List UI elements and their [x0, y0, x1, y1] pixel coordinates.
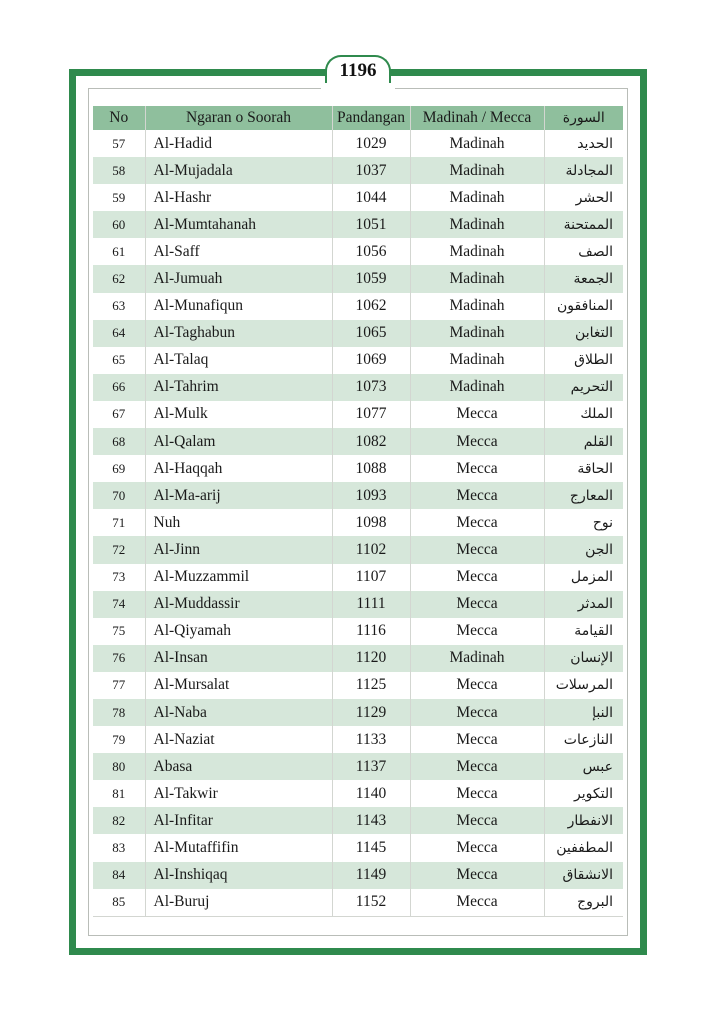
cell-soorah-name: Al-Jinn — [145, 536, 332, 563]
cell-number: 80 — [93, 753, 145, 780]
cell-arabic-name: الملك — [544, 401, 623, 428]
cell-number: 73 — [93, 564, 145, 591]
cell-number: 65 — [93, 347, 145, 374]
table-row — [93, 265, 623, 292]
cell-number: 79 — [93, 726, 145, 753]
cell-revelation-place: Madinah — [410, 184, 544, 211]
cell-revelation-place: Mecca — [410, 862, 544, 889]
cell-soorah-name: Al-Muzzammil — [145, 564, 332, 591]
cell-page: 1129 — [332, 699, 410, 726]
cell-number: 71 — [93, 509, 145, 536]
cell-soorah-name: Al-Saff — [145, 238, 332, 265]
cell-number: 76 — [93, 645, 145, 672]
cell-page: 1093 — [332, 482, 410, 509]
cell-soorah-name: Al-Talaq — [145, 347, 332, 374]
cell-revelation-place: Madinah — [410, 211, 544, 238]
cell-page: 1069 — [332, 347, 410, 374]
cell-soorah-name: Al-Mumtahanah — [145, 211, 332, 238]
cell-soorah-name: Al-Naziat — [145, 726, 332, 753]
cell-page: 1059 — [332, 265, 410, 292]
cell-page: 1145 — [332, 834, 410, 861]
cell-arabic-name: القيامة — [544, 618, 623, 645]
cell-number: 69 — [93, 455, 145, 482]
cell-arabic-name: الإنسان — [544, 645, 623, 672]
cell-arabic-name: الجن — [544, 536, 623, 563]
header-page: Pandangan — [332, 106, 410, 130]
cell-arabic-name: المرسلات — [544, 672, 623, 699]
cell-soorah-name: Al-Infitar — [145, 807, 332, 834]
cell-page: 1140 — [332, 780, 410, 807]
table-row — [93, 482, 623, 509]
table-row — [93, 618, 623, 645]
cell-number: 72 — [93, 536, 145, 563]
cell-number: 68 — [93, 428, 145, 455]
cell-revelation-place: Madinah — [410, 157, 544, 184]
table-row — [93, 672, 623, 699]
cell-soorah-name: Al-Hashr — [145, 184, 332, 211]
cell-arabic-name: البروج — [544, 889, 623, 917]
cell-arabic-name: التكوير — [544, 780, 623, 807]
cell-page: 1111 — [332, 591, 410, 618]
cell-soorah-name: Al-Mursalat — [145, 672, 332, 699]
cell-page: 1125 — [332, 672, 410, 699]
cell-page: 1143 — [332, 807, 410, 834]
cell-page: 1029 — [332, 130, 410, 157]
table-row — [93, 726, 623, 753]
cell-revelation-place: Madinah — [410, 265, 544, 292]
cell-soorah-name: Al-Jumuah — [145, 265, 332, 292]
cell-page: 1088 — [332, 455, 410, 482]
cell-soorah-name: Al-Taghabun — [145, 320, 332, 347]
cell-number: 77 — [93, 672, 145, 699]
cell-revelation-place: Madinah — [410, 347, 544, 374]
cell-arabic-name: النبإ — [544, 699, 623, 726]
cell-arabic-name: المعارج — [544, 482, 623, 509]
cell-page: 1137 — [332, 753, 410, 780]
table-header-row — [93, 106, 623, 130]
cell-page: 1102 — [332, 536, 410, 563]
cell-number: 63 — [93, 293, 145, 320]
header-name: Ngaran o Soorah — [145, 106, 332, 130]
cell-page: 1037 — [332, 157, 410, 184]
cell-soorah-name: Al-Takwir — [145, 780, 332, 807]
table-row — [93, 834, 623, 861]
cell-page: 1098 — [332, 509, 410, 536]
cell-arabic-name: الحشر — [544, 184, 623, 211]
cell-arabic-name: عبس — [544, 753, 623, 780]
cell-revelation-place: Mecca — [410, 428, 544, 455]
cell-arabic-name: التحريم — [544, 374, 623, 401]
cell-revelation-place: Madinah — [410, 238, 544, 265]
cell-number: 58 — [93, 157, 145, 184]
cell-arabic-name: التغابن — [544, 320, 623, 347]
cell-soorah-name: Al-Mulk — [145, 401, 332, 428]
table-row — [93, 645, 623, 672]
table-row — [93, 889, 623, 917]
cell-soorah-name: Nuh — [145, 509, 332, 536]
cell-arabic-name: نوح — [544, 509, 623, 536]
cell-revelation-place: Madinah — [410, 374, 544, 401]
cell-soorah-name: Al-Munafiqun — [145, 293, 332, 320]
cell-page: 1073 — [332, 374, 410, 401]
cell-arabic-name: النازعات — [544, 726, 623, 753]
table-row — [93, 753, 623, 780]
cell-arabic-name: الحاقة — [544, 455, 623, 482]
table-row — [93, 238, 623, 265]
cell-number: 64 — [93, 320, 145, 347]
cell-number: 67 — [93, 401, 145, 428]
cell-arabic-name: الممتحنة — [544, 211, 623, 238]
cell-revelation-place: Mecca — [410, 536, 544, 563]
cell-revelation-place: Madinah — [410, 293, 544, 320]
header-arabic: السورة — [544, 106, 623, 130]
cell-page: 1056 — [332, 238, 410, 265]
cell-revelation-place: Mecca — [410, 753, 544, 780]
page-number-tab — [325, 55, 391, 85]
cell-number: 60 — [93, 211, 145, 238]
table-row — [93, 374, 623, 401]
page-number: 1196 — [339, 60, 377, 81]
cell-page: 1107 — [332, 564, 410, 591]
cell-number: 75 — [93, 618, 145, 645]
header-no: No — [93, 106, 145, 130]
cell-soorah-name: Al-Buruj — [145, 889, 332, 917]
table-row — [93, 699, 623, 726]
cell-number: 59 — [93, 184, 145, 211]
cell-revelation-place: Mecca — [410, 699, 544, 726]
cell-revelation-place: Mecca — [410, 672, 544, 699]
cell-arabic-name: الانفطار — [544, 807, 623, 834]
cell-number: 81 — [93, 780, 145, 807]
table-row — [93, 293, 623, 320]
cell-soorah-name: Al-Ma-arij — [145, 482, 332, 509]
cell-arabic-name: المدثر — [544, 591, 623, 618]
cell-soorah-name: Al-Insan — [145, 645, 332, 672]
cell-page: 1133 — [332, 726, 410, 753]
cell-soorah-name: Al-Qiyamah — [145, 618, 332, 645]
table-row — [93, 428, 623, 455]
table-row — [93, 591, 623, 618]
cell-soorah-name: Al-Hadid — [145, 130, 332, 157]
cell-page: 1065 — [332, 320, 410, 347]
cell-arabic-name: المطففين — [544, 834, 623, 861]
cell-arabic-name: الجمعة — [544, 265, 623, 292]
table-row — [93, 455, 623, 482]
table-row — [93, 157, 623, 184]
cell-revelation-place: Mecca — [410, 482, 544, 509]
cell-revelation-place: Mecca — [410, 564, 544, 591]
cell-number: 57 — [93, 130, 145, 157]
table-row — [93, 807, 623, 834]
cell-revelation-place: Mecca — [410, 834, 544, 861]
cell-page: 1051 — [332, 211, 410, 238]
cell-arabic-name: الصف — [544, 238, 623, 265]
cell-arabic-name: الحديد — [544, 130, 623, 157]
cell-soorah-name: Al-Muddassir — [145, 591, 332, 618]
table-row — [93, 211, 623, 238]
table-row — [93, 564, 623, 591]
cell-number: 70 — [93, 482, 145, 509]
cell-revelation-place: Mecca — [410, 509, 544, 536]
cell-revelation-place: Mecca — [410, 618, 544, 645]
cell-number: 62 — [93, 265, 145, 292]
table-row — [93, 509, 623, 536]
table-row — [93, 401, 623, 428]
cell-number: 85 — [93, 889, 145, 917]
cell-revelation-place: Mecca — [410, 807, 544, 834]
cell-page: 1149 — [332, 862, 410, 889]
table-row — [93, 130, 623, 157]
cell-soorah-name: Al-Mujadala — [145, 157, 332, 184]
cell-soorah-name: Al-Qalam — [145, 428, 332, 455]
cell-revelation-place: Mecca — [410, 889, 544, 917]
cell-revelation-place: Mecca — [410, 401, 544, 428]
cell-revelation-place: Madinah — [410, 130, 544, 157]
cell-page: 1062 — [332, 293, 410, 320]
soorah-table — [93, 106, 623, 917]
cell-soorah-name: Al-Mutaffifin — [145, 834, 332, 861]
table-row — [93, 347, 623, 374]
cell-revelation-place: Mecca — [410, 726, 544, 753]
cell-number: 84 — [93, 862, 145, 889]
cell-number: 82 — [93, 807, 145, 834]
table-row — [93, 780, 623, 807]
cell-number: 61 — [93, 238, 145, 265]
cell-soorah-name: Al-Naba — [145, 699, 332, 726]
cell-page: 1120 — [332, 645, 410, 672]
cell-page: 1116 — [332, 618, 410, 645]
cell-revelation-place: Mecca — [410, 591, 544, 618]
cell-arabic-name: الطلاق — [544, 347, 623, 374]
cell-soorah-name: Al-Tahrim — [145, 374, 332, 401]
cell-page: 1044 — [332, 184, 410, 211]
cell-number: 66 — [93, 374, 145, 401]
cell-arabic-name: الانشقاق — [544, 862, 623, 889]
table-body — [93, 130, 623, 916]
table-row — [93, 320, 623, 347]
cell-number: 83 — [93, 834, 145, 861]
cell-arabic-name: القلم — [544, 428, 623, 455]
cell-arabic-name: المنافقون — [544, 293, 623, 320]
cell-page: 1152 — [332, 889, 410, 917]
cell-soorah-name: Al-Inshiqaq — [145, 862, 332, 889]
table-row — [93, 536, 623, 563]
cell-arabic-name: المزمل — [544, 564, 623, 591]
cell-revelation-place: Mecca — [410, 455, 544, 482]
cell-page: 1077 — [332, 401, 410, 428]
cell-soorah-name: Abasa — [145, 753, 332, 780]
cell-revelation-place: Mecca — [410, 780, 544, 807]
table-row — [93, 184, 623, 211]
cell-page: 1082 — [332, 428, 410, 455]
header-place: Madinah / Mecca — [410, 106, 544, 130]
cell-arabic-name: المجادلة — [544, 157, 623, 184]
cell-soorah-name: Al-Haqqah — [145, 455, 332, 482]
table-row — [93, 862, 623, 889]
cell-number: 78 — [93, 699, 145, 726]
cell-revelation-place: Madinah — [410, 320, 544, 347]
cell-revelation-place: Madinah — [410, 645, 544, 672]
cell-number: 74 — [93, 591, 145, 618]
